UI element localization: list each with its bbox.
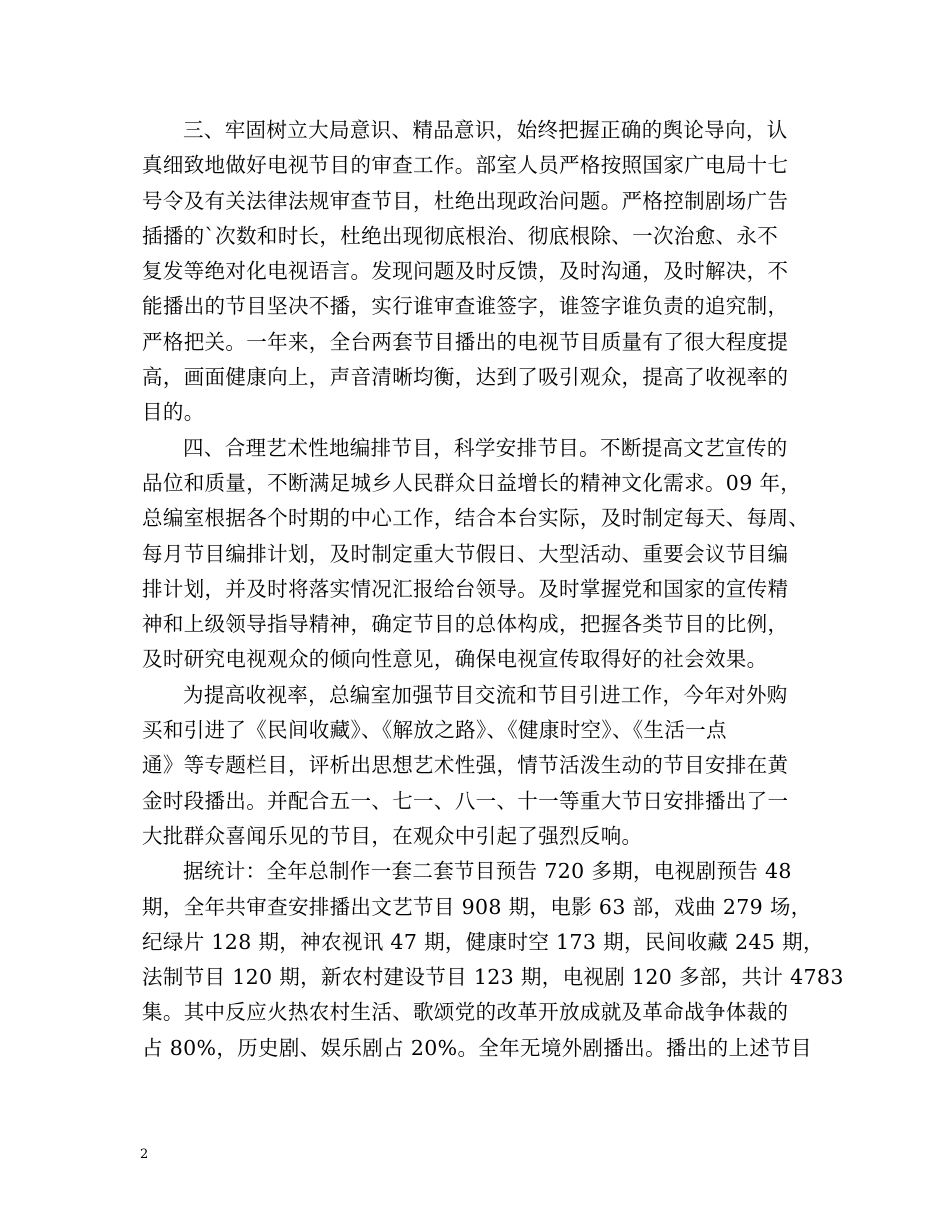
document-body [142, 113, 844, 1066]
text-line: 高，画面健康向上，声音清晰均衡，达到了吸引观众，提高了收视率的 [142, 365, 789, 390]
paragraph-review-work [142, 113, 822, 431]
text-line: 号令及有关法律法规审查节目，杜绝出现政治问题。严格控制剧场广告 [142, 188, 789, 213]
text-line: 金时段播出。并配合五一、七一、八一、十一等重大节日安排播出了一 [142, 788, 789, 813]
text-line: 据统计：全年总制作一套二套节目预告 720 多期，电视剧预告 48 [183, 859, 792, 884]
text-line: 纪绿片 128 期，神农视讯 47 期，健康时空 173 期，民间收藏 245 期， [142, 929, 824, 954]
text-line: 四、合理艺术性地编排节目，科学安排节目。不断提高文艺宣传的 [183, 435, 788, 460]
text-line: 神和上级领导指导精神，确定节目的总体构成，把握各类节目的比例， [142, 612, 789, 637]
text-line: 排计划，并及时将落实情况汇报给台领导。及时掌握党和国家的宣传精 [142, 576, 789, 601]
text-line: 为提高收视率，总编室加强节目交流和节目引进工作，今年对外购 [183, 682, 788, 707]
text-line: 占 80%，历史剧、娱乐剧占 20%。全年无境外剧播出。播出的上述节目 [142, 1035, 812, 1060]
text-line: 真细致地做好电视节目的审查工作。部室人员严格按照国家广电局十七 [142, 153, 789, 178]
text-line: 严格把关。一年来，全台两套节目播出的电视节目质量有了很大程度提 [142, 329, 789, 354]
text-line: 每月节目编排计划，及时制定重大节假日、大型活动、重要会议节目编 [142, 541, 789, 566]
text-line: 及时研究电视观众的倾向性意见，确保电视宣传取得好的社会效果。 [142, 647, 768, 672]
text-line: 三、牢固树立大局意识、精品意识，始终把握正确的舆论导向，认 [183, 118, 788, 142]
text-line: 集。其中反应火热农村生活、歌颂党的改革开放成就及革命战争体裁的 [142, 1000, 789, 1025]
text-line: 品位和质量，不断满足城乡人民群众日益增长的精神文化需求。09 年， [142, 470, 802, 495]
text-line: 法制节目 120 期，新农村建设节目 123 期，电视剧 120 多部，共计 4783 [142, 965, 844, 990]
text-line: 目的。 [142, 400, 205, 425]
text-line: 通》等专题栏目，评析出思想艺术性强，情节活泼生动的节目安排在黄 [142, 753, 789, 778]
paragraph-ratings [142, 678, 822, 854]
text-line: 买和引进了《民间收藏》、《解放之路》、《健康时空》、《生活一点 [142, 718, 727, 743]
text-line: 能播出的节目坚决不播，实行谁审查谁签字，谁签字谁负责的追究制， [142, 294, 789, 319]
paragraph-program-scheduling [142, 431, 822, 678]
text-line: 期，全年共审查安排播出文艺节目 908 期，电影 63 部，戏曲 279 场， [142, 894, 812, 919]
text-line: 插播的`次数和时长，杜绝出现彻底根治、彻底根除、一次治愈、永不 [142, 223, 779, 248]
page-number: 2 [140, 1147, 149, 1162]
text-line: 总编室根据各个时期的中心工作，结合本台实际，及时制定每天、每周、 [142, 506, 810, 531]
text-line: 大批群众喜闻乐见的节目，在观众中引起了强烈反响。 [142, 823, 643, 848]
text-line: 复发等绝对化电视语言。发现问题及时反馈，及时沟通，及时解决，不 [142, 259, 789, 284]
paragraph-statistics [142, 854, 844, 1066]
